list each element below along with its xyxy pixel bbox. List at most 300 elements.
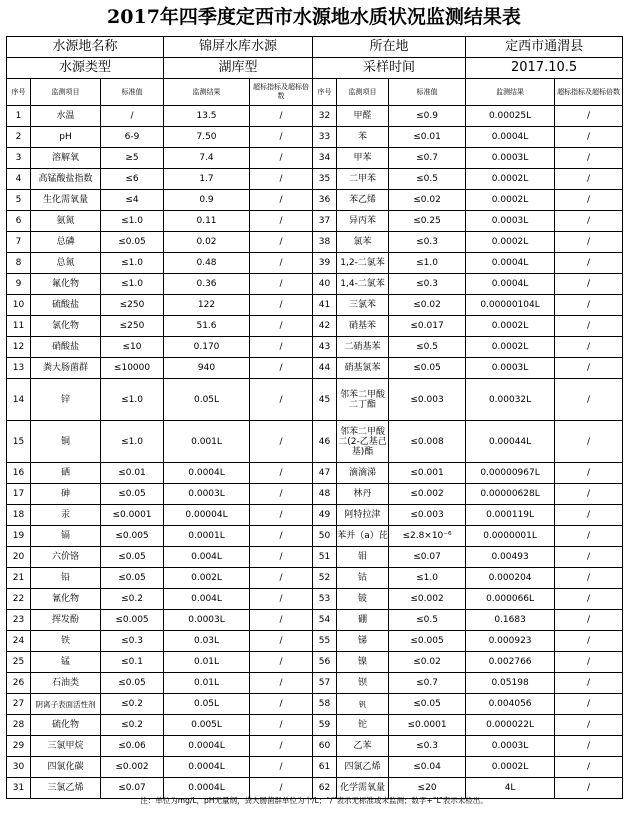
cell-exceed-right: / bbox=[555, 778, 623, 799]
cell-exceed-left: / bbox=[250, 337, 313, 358]
header-exceed-left: 超标指标及超标倍数 bbox=[250, 79, 313, 106]
cell-standard-right: ≤2.8×10⁻⁶ bbox=[389, 526, 466, 547]
cell-item-right: 二甲苯 bbox=[337, 169, 389, 190]
cell-item-right: 钒 bbox=[337, 694, 389, 715]
cell-no-left: 3 bbox=[7, 148, 31, 169]
cell-standard-left: ≤10 bbox=[101, 337, 164, 358]
cell-result-left: 0.004L bbox=[164, 589, 250, 610]
cell-result-right: 0.0004L bbox=[466, 253, 555, 274]
cell-result-left: 940 bbox=[164, 358, 250, 379]
cell-exceed-left: / bbox=[250, 505, 313, 526]
cell-result-right: 0.0002L bbox=[466, 169, 555, 190]
cell-item-right: 钡 bbox=[337, 673, 389, 694]
cell-item-left: pH bbox=[31, 127, 101, 148]
cell-no-right: 58 bbox=[313, 694, 337, 715]
cell-result-right: 0.00000104L bbox=[466, 295, 555, 316]
cell-no-left: 19 bbox=[7, 526, 31, 547]
cell-item-right: 四氯乙烯 bbox=[337, 757, 389, 778]
cell-result-left: 0.48 bbox=[164, 253, 250, 274]
cell-item-left: 氰化物 bbox=[31, 589, 101, 610]
table-row bbox=[7, 463, 623, 484]
cell-item-left: 镉 bbox=[31, 526, 101, 547]
sampling-time-label: 采样时间 bbox=[313, 58, 466, 79]
cell-no-right: 49 bbox=[313, 505, 337, 526]
cell-standard-left: ≤0.07 bbox=[101, 778, 164, 799]
cell-standard-left: ≤6 bbox=[101, 169, 164, 190]
cell-result-right: 0.00032L bbox=[466, 379, 555, 421]
cell-result-left: 0.0004L bbox=[164, 757, 250, 778]
cell-standard-left: ≤0.3 bbox=[101, 631, 164, 652]
cell-standard-right: ≤1.0 bbox=[389, 568, 466, 589]
table-row bbox=[7, 505, 623, 526]
cell-exceed-left: / bbox=[250, 463, 313, 484]
table-row bbox=[7, 253, 623, 274]
cell-exceed-right: / bbox=[555, 547, 623, 568]
table-row bbox=[7, 274, 623, 295]
cell-no-left: 26 bbox=[7, 673, 31, 694]
cell-result-left: 0.9 bbox=[164, 190, 250, 211]
cell-result-left: 0.0004L bbox=[164, 778, 250, 799]
cell-item-left: 砷 bbox=[31, 484, 101, 505]
cell-result-right: 0.0003L bbox=[466, 148, 555, 169]
cell-item-left: 挥发酚 bbox=[31, 610, 101, 631]
cell-item-left: 铅 bbox=[31, 568, 101, 589]
cell-item-right: 硝基苯 bbox=[337, 316, 389, 337]
page-title: 2017年四季度定西市水源地水质状况监测结果表 bbox=[107, 6, 521, 28]
cell-item-right: 铊 bbox=[337, 715, 389, 736]
cell-standard-right: ≤0.002 bbox=[389, 484, 466, 505]
table-row bbox=[7, 694, 623, 715]
cell-exceed-left: / bbox=[250, 778, 313, 799]
cell-no-left: 21 bbox=[7, 568, 31, 589]
cell-standard-right: ≤0.05 bbox=[389, 694, 466, 715]
cell-standard-right: ≤0.25 bbox=[389, 211, 466, 232]
cell-no-left: 7 bbox=[7, 232, 31, 253]
cell-item-left: 六价铬 bbox=[31, 547, 101, 568]
cell-item-right: 苯 bbox=[337, 127, 389, 148]
table-row bbox=[7, 316, 623, 337]
cell-exceed-right: / bbox=[555, 757, 623, 778]
cell-result-left: 0.170 bbox=[164, 337, 250, 358]
cell-no-left: 6 bbox=[7, 211, 31, 232]
cell-exceed-left: / bbox=[250, 631, 313, 652]
cell-standard-right: ≤0.008 bbox=[389, 421, 466, 463]
cell-exceed-left: / bbox=[250, 148, 313, 169]
cell-no-right: 56 bbox=[313, 652, 337, 673]
header-exceed-right: 超标指标及超标倍数 bbox=[555, 79, 623, 106]
cell-no-left: 23 bbox=[7, 610, 31, 631]
cell-no-left: 8 bbox=[7, 253, 31, 274]
cell-no-left: 27 bbox=[7, 694, 31, 715]
cell-item-left: 硫酸盐 bbox=[31, 295, 101, 316]
cell-exceed-left: / bbox=[250, 169, 313, 190]
cell-exceed-right: / bbox=[555, 673, 623, 694]
cell-item-left: 溶解氧 bbox=[31, 148, 101, 169]
table-row bbox=[7, 127, 623, 148]
cell-standard-right: ≤0.017 bbox=[389, 316, 466, 337]
cell-no-right: 48 bbox=[313, 484, 337, 505]
cell-exceed-left: / bbox=[250, 274, 313, 295]
cell-standard-right: ≤0.07 bbox=[389, 547, 466, 568]
cell-standard-right: ≤0.05 bbox=[389, 358, 466, 379]
cell-result-right: 0.00493 bbox=[466, 547, 555, 568]
table-row bbox=[7, 232, 623, 253]
cell-result-left: 51.6 bbox=[164, 316, 250, 337]
table-row bbox=[7, 190, 623, 211]
table-row bbox=[7, 484, 623, 505]
cell-no-right: 54 bbox=[313, 610, 337, 631]
cell-no-left: 16 bbox=[7, 463, 31, 484]
cell-result-left: 0.0003L bbox=[164, 484, 250, 505]
cell-result-right: 0.0002L bbox=[466, 190, 555, 211]
cell-result-left: 0.004L bbox=[164, 547, 250, 568]
cell-exceed-left: / bbox=[250, 694, 313, 715]
cell-standard-left: ≥5 bbox=[101, 148, 164, 169]
cell-result-right: 0.000923 bbox=[466, 631, 555, 652]
cell-no-right: 37 bbox=[313, 211, 337, 232]
cell-no-left: 1 bbox=[7, 106, 31, 127]
cell-exceed-right: / bbox=[555, 694, 623, 715]
footnote: 注：单位为mg/L，pH无量纲，粪大肠菌群单位为个/L；“/”表示无标准或未监测；数字+“L”表示未检出。 bbox=[140, 796, 488, 805]
cell-standard-left: ≤0.05 bbox=[101, 484, 164, 505]
cell-item-right: 甲醛 bbox=[337, 106, 389, 127]
cell-item-left: 硝酸盐 bbox=[31, 337, 101, 358]
cell-no-left: 17 bbox=[7, 484, 31, 505]
table-row bbox=[7, 757, 623, 778]
cell-no-right: 47 bbox=[313, 463, 337, 484]
table-row bbox=[7, 379, 623, 421]
cell-item-right: 邻苯二甲酸二(2-乙基己基)酯 bbox=[337, 421, 389, 463]
cell-no-left: 29 bbox=[7, 736, 31, 757]
cell-item-right: 滴滴涕 bbox=[337, 463, 389, 484]
cell-standard-left: / bbox=[101, 106, 164, 127]
cell-exceed-right: / bbox=[555, 211, 623, 232]
cell-item-left: 锌 bbox=[31, 379, 101, 421]
cell-no-right: 32 bbox=[313, 106, 337, 127]
cell-result-right: 0.00044L bbox=[466, 421, 555, 463]
cell-result-right: 0.0004L bbox=[466, 127, 555, 148]
cell-exceed-left: / bbox=[250, 757, 313, 778]
info-row-2 bbox=[7, 58, 623, 79]
cell-no-right: 61 bbox=[313, 757, 337, 778]
cell-item-right: 1,2-二氯苯 bbox=[337, 253, 389, 274]
cell-standard-left: 6-9 bbox=[101, 127, 164, 148]
cell-standard-right: ≤0.003 bbox=[389, 379, 466, 421]
column-header-row bbox=[7, 79, 623, 106]
cell-standard-right: ≤0.005 bbox=[389, 631, 466, 652]
cell-result-right: 0.1683 bbox=[466, 610, 555, 631]
cell-item-right: 钴 bbox=[337, 568, 389, 589]
cell-no-left: 25 bbox=[7, 652, 31, 673]
cell-item-left: 锰 bbox=[31, 652, 101, 673]
info-row-1 bbox=[7, 37, 623, 58]
cell-standard-left: ≤0.2 bbox=[101, 715, 164, 736]
cell-no-left: 2 bbox=[7, 127, 31, 148]
cell-exceed-right: / bbox=[555, 169, 623, 190]
cell-exceed-left: / bbox=[250, 652, 313, 673]
cell-item-right: 邻苯二甲酸二丁酯 bbox=[337, 379, 389, 421]
cell-result-right: 0.000119L bbox=[466, 505, 555, 526]
cell-result-right: 0.0003L bbox=[466, 211, 555, 232]
cell-no-right: 53 bbox=[313, 589, 337, 610]
cell-no-right: 59 bbox=[313, 715, 337, 736]
cell-result-left: 0.0003L bbox=[164, 610, 250, 631]
cell-no-left: 5 bbox=[7, 190, 31, 211]
cell-no-left: 9 bbox=[7, 274, 31, 295]
cell-exceed-right: / bbox=[555, 736, 623, 757]
cell-standard-right: ≤1.0 bbox=[389, 253, 466, 274]
cell-exceed-left: / bbox=[250, 211, 313, 232]
cell-exceed-left: / bbox=[250, 673, 313, 694]
cell-no-right: 43 bbox=[313, 337, 337, 358]
source-name-label: 水源地名称 bbox=[7, 37, 164, 58]
location-label: 所在地 bbox=[313, 37, 466, 58]
cell-result-right: 0.0002L bbox=[466, 316, 555, 337]
cell-no-left: 24 bbox=[7, 631, 31, 652]
cell-exceed-right: / bbox=[555, 589, 623, 610]
cell-standard-left: ≤250 bbox=[101, 295, 164, 316]
cell-result-right: 0.0002L bbox=[466, 337, 555, 358]
cell-standard-left: ≤0.06 bbox=[101, 736, 164, 757]
header-no-right: 序号 bbox=[313, 79, 337, 106]
cell-standard-right: ≤0.001 bbox=[389, 463, 466, 484]
cell-item-right: 三氯苯 bbox=[337, 295, 389, 316]
cell-standard-right: ≤0.9 bbox=[389, 106, 466, 127]
cell-item-right: 阿特拉津 bbox=[337, 505, 389, 526]
cell-result-left: 0.0004L bbox=[164, 736, 250, 757]
header-no-left: 序号 bbox=[7, 79, 31, 106]
cell-standard-right: ≤20 bbox=[389, 778, 466, 799]
cell-item-right: 苯乙烯 bbox=[337, 190, 389, 211]
cell-no-left: 13 bbox=[7, 358, 31, 379]
table-row bbox=[7, 358, 623, 379]
cell-exceed-right: / bbox=[555, 316, 623, 337]
cell-item-right: 二硝基苯 bbox=[337, 337, 389, 358]
cell-item-left: 四氯化碳 bbox=[31, 757, 101, 778]
cell-result-right: 0.000022L bbox=[466, 715, 555, 736]
cell-standard-right: ≤0.7 bbox=[389, 148, 466, 169]
cell-result-right: 0.05198 bbox=[466, 673, 555, 694]
cell-result-right: 0.002766 bbox=[466, 652, 555, 673]
cell-no-left: 15 bbox=[7, 421, 31, 463]
cell-standard-right: ≤0.5 bbox=[389, 610, 466, 631]
cell-standard-left: ≤250 bbox=[101, 316, 164, 337]
table-row bbox=[7, 106, 623, 127]
cell-item-left: 高锰酸盐指数 bbox=[31, 169, 101, 190]
cell-exceed-right: / bbox=[555, 295, 623, 316]
cell-no-right: 41 bbox=[313, 295, 337, 316]
cell-result-right: 0.0004L bbox=[466, 274, 555, 295]
cell-result-left: 0.11 bbox=[164, 211, 250, 232]
header-item-right: 监测项目 bbox=[337, 79, 389, 106]
table-row bbox=[7, 631, 623, 652]
cell-result-left: 0.05L bbox=[164, 694, 250, 715]
table-row bbox=[7, 589, 623, 610]
cell-exceed-right: / bbox=[555, 652, 623, 673]
cell-exceed-right: / bbox=[555, 274, 623, 295]
cell-standard-left: ≤1.0 bbox=[101, 211, 164, 232]
cell-item-right: 氯苯 bbox=[337, 232, 389, 253]
cell-result-left: 0.0001L bbox=[164, 526, 250, 547]
cell-no-right: 33 bbox=[313, 127, 337, 148]
cell-exceed-left: / bbox=[250, 232, 313, 253]
cell-item-left: 硒 bbox=[31, 463, 101, 484]
cell-exceed-right: / bbox=[555, 631, 623, 652]
cell-no-left: 22 bbox=[7, 589, 31, 610]
cell-exceed-right: / bbox=[555, 610, 623, 631]
cell-exceed-right: / bbox=[555, 484, 623, 505]
cell-standard-left: ≤4 bbox=[101, 190, 164, 211]
cell-standard-left: ≤0.05 bbox=[101, 547, 164, 568]
cell-standard-left: ≤1.0 bbox=[101, 253, 164, 274]
cell-no-right: 46 bbox=[313, 421, 337, 463]
cell-result-left: 0.36 bbox=[164, 274, 250, 295]
cell-result-right: 0.0003L bbox=[466, 736, 555, 757]
cell-item-left: 汞 bbox=[31, 505, 101, 526]
cell-exceed-left: / bbox=[250, 127, 313, 148]
cell-exceed-left: / bbox=[250, 610, 313, 631]
cell-exceed-left: / bbox=[250, 358, 313, 379]
cell-exceed-right: / bbox=[555, 337, 623, 358]
cell-no-left: 30 bbox=[7, 757, 31, 778]
table-row bbox=[7, 421, 623, 463]
header-standard-left: 标准值 bbox=[101, 79, 164, 106]
cell-result-left: 0.005L bbox=[164, 715, 250, 736]
cell-item-left: 阴离子表面活性剂 bbox=[31, 694, 101, 715]
cell-no-left: 12 bbox=[7, 337, 31, 358]
cell-exceed-left: / bbox=[250, 589, 313, 610]
cell-result-right: 0.00025L bbox=[466, 106, 555, 127]
cell-no-left: 11 bbox=[7, 316, 31, 337]
cell-exceed-right: / bbox=[555, 715, 623, 736]
cell-item-left: 氟化物 bbox=[31, 274, 101, 295]
cell-result-right: 0.0002L bbox=[466, 232, 555, 253]
cell-result-right: 0.004056 bbox=[466, 694, 555, 715]
cell-standard-left: ≤0.05 bbox=[101, 673, 164, 694]
cell-standard-right: ≤0.01 bbox=[389, 127, 466, 148]
cell-no-right: 39 bbox=[313, 253, 337, 274]
cell-exceed-left: / bbox=[250, 295, 313, 316]
cell-item-left: 石油类 bbox=[31, 673, 101, 694]
cell-result-left: 0.00004L bbox=[164, 505, 250, 526]
cell-item-left: 生化需氧量 bbox=[31, 190, 101, 211]
cell-standard-right: ≤0.5 bbox=[389, 169, 466, 190]
cell-standard-right: ≤0.002 bbox=[389, 589, 466, 610]
cell-item-right: 甲苯 bbox=[337, 148, 389, 169]
cell-item-left: 总氮 bbox=[31, 253, 101, 274]
cell-result-right: 4L bbox=[466, 778, 555, 799]
cell-result-right: 0.000204 bbox=[466, 568, 555, 589]
cell-no-left: 18 bbox=[7, 505, 31, 526]
cell-exceed-left: / bbox=[250, 484, 313, 505]
table-row bbox=[7, 610, 623, 631]
cell-standard-right: ≤0.3 bbox=[389, 232, 466, 253]
cell-exceed-right: / bbox=[555, 463, 623, 484]
cell-standard-left: ≤0.002 bbox=[101, 757, 164, 778]
cell-exceed-right: / bbox=[555, 106, 623, 127]
cell-no-left: 28 bbox=[7, 715, 31, 736]
cell-result-left: 0.01L bbox=[164, 673, 250, 694]
cell-result-left: 7.50 bbox=[164, 127, 250, 148]
cell-standard-right: ≤0.02 bbox=[389, 652, 466, 673]
cell-no-left: 20 bbox=[7, 547, 31, 568]
cell-exceed-left: / bbox=[250, 253, 313, 274]
cell-no-right: 34 bbox=[313, 148, 337, 169]
cell-standard-left: ≤0.0001 bbox=[101, 505, 164, 526]
table-row bbox=[7, 295, 623, 316]
cell-result-left: 0.001L bbox=[164, 421, 250, 463]
cell-item-left: 铜 bbox=[31, 421, 101, 463]
cell-exceed-left: / bbox=[250, 421, 313, 463]
table-row bbox=[7, 337, 623, 358]
cell-exceed-left: / bbox=[250, 526, 313, 547]
cell-result-right: 0.00000628L bbox=[466, 484, 555, 505]
cell-standard-right: ≤0.04 bbox=[389, 757, 466, 778]
table-row bbox=[7, 547, 623, 568]
cell-result-left: 0.002L bbox=[164, 568, 250, 589]
cell-no-right: 45 bbox=[313, 379, 337, 421]
cell-exceed-left: / bbox=[250, 379, 313, 421]
cell-no-right: 50 bbox=[313, 526, 337, 547]
cell-item-right: 乙苯 bbox=[337, 736, 389, 757]
cell-result-right: 0.0003L bbox=[466, 358, 555, 379]
cell-result-left: 13.5 bbox=[164, 106, 250, 127]
cell-no-right: 35 bbox=[313, 169, 337, 190]
cell-result-left: 0.0004L bbox=[164, 463, 250, 484]
source-type-label: 水源类型 bbox=[7, 58, 164, 79]
cell-no-right: 42 bbox=[313, 316, 337, 337]
header-result-left: 监测结果 bbox=[164, 79, 250, 106]
cell-item-left: 氯化物 bbox=[31, 316, 101, 337]
cell-result-right: 0.0002L bbox=[466, 757, 555, 778]
cell-item-right: 1,4-二氯苯 bbox=[337, 274, 389, 295]
cell-exceed-right: / bbox=[555, 505, 623, 526]
cell-standard-left: ≤1.0 bbox=[101, 421, 164, 463]
cell-item-right: 异丙苯 bbox=[337, 211, 389, 232]
cell-standard-right: ≤0.3 bbox=[389, 736, 466, 757]
cell-standard-left: ≤0.2 bbox=[101, 589, 164, 610]
results-table bbox=[6, 36, 623, 799]
header-item-left: 监测项目 bbox=[31, 79, 101, 106]
cell-exceed-right: / bbox=[555, 568, 623, 589]
cell-item-right: 镍 bbox=[337, 652, 389, 673]
cell-exceed-right: / bbox=[555, 358, 623, 379]
cell-no-right: 40 bbox=[313, 274, 337, 295]
cell-exceed-right: / bbox=[555, 148, 623, 169]
cell-no-right: 55 bbox=[313, 631, 337, 652]
cell-no-right: 51 bbox=[313, 547, 337, 568]
cell-result-left: 0.01L bbox=[164, 652, 250, 673]
cell-standard-right: ≤0.0001 bbox=[389, 715, 466, 736]
header-standard-right: 标准值 bbox=[389, 79, 466, 106]
table-row bbox=[7, 568, 623, 589]
cell-item-right: 苯并（a）芘 bbox=[337, 526, 389, 547]
sampling-time-value: 2017.10.5 bbox=[466, 58, 623, 79]
cell-exceed-right: / bbox=[555, 421, 623, 463]
cell-exceed-left: / bbox=[250, 106, 313, 127]
cell-no-left: 14 bbox=[7, 379, 31, 421]
cell-standard-left: ≤0.005 bbox=[101, 610, 164, 631]
cell-standard-left: ≤1.0 bbox=[101, 274, 164, 295]
cell-exceed-right: / bbox=[555, 253, 623, 274]
cell-no-left: 4 bbox=[7, 169, 31, 190]
cell-exceed-left: / bbox=[250, 190, 313, 211]
cell-exceed-left: / bbox=[250, 715, 313, 736]
source-name-value: 锦屏水库水源 bbox=[164, 37, 313, 58]
cell-result-right: 0.000066L bbox=[466, 589, 555, 610]
cell-standard-left: ≤0.2 bbox=[101, 694, 164, 715]
cell-no-right: 52 bbox=[313, 568, 337, 589]
